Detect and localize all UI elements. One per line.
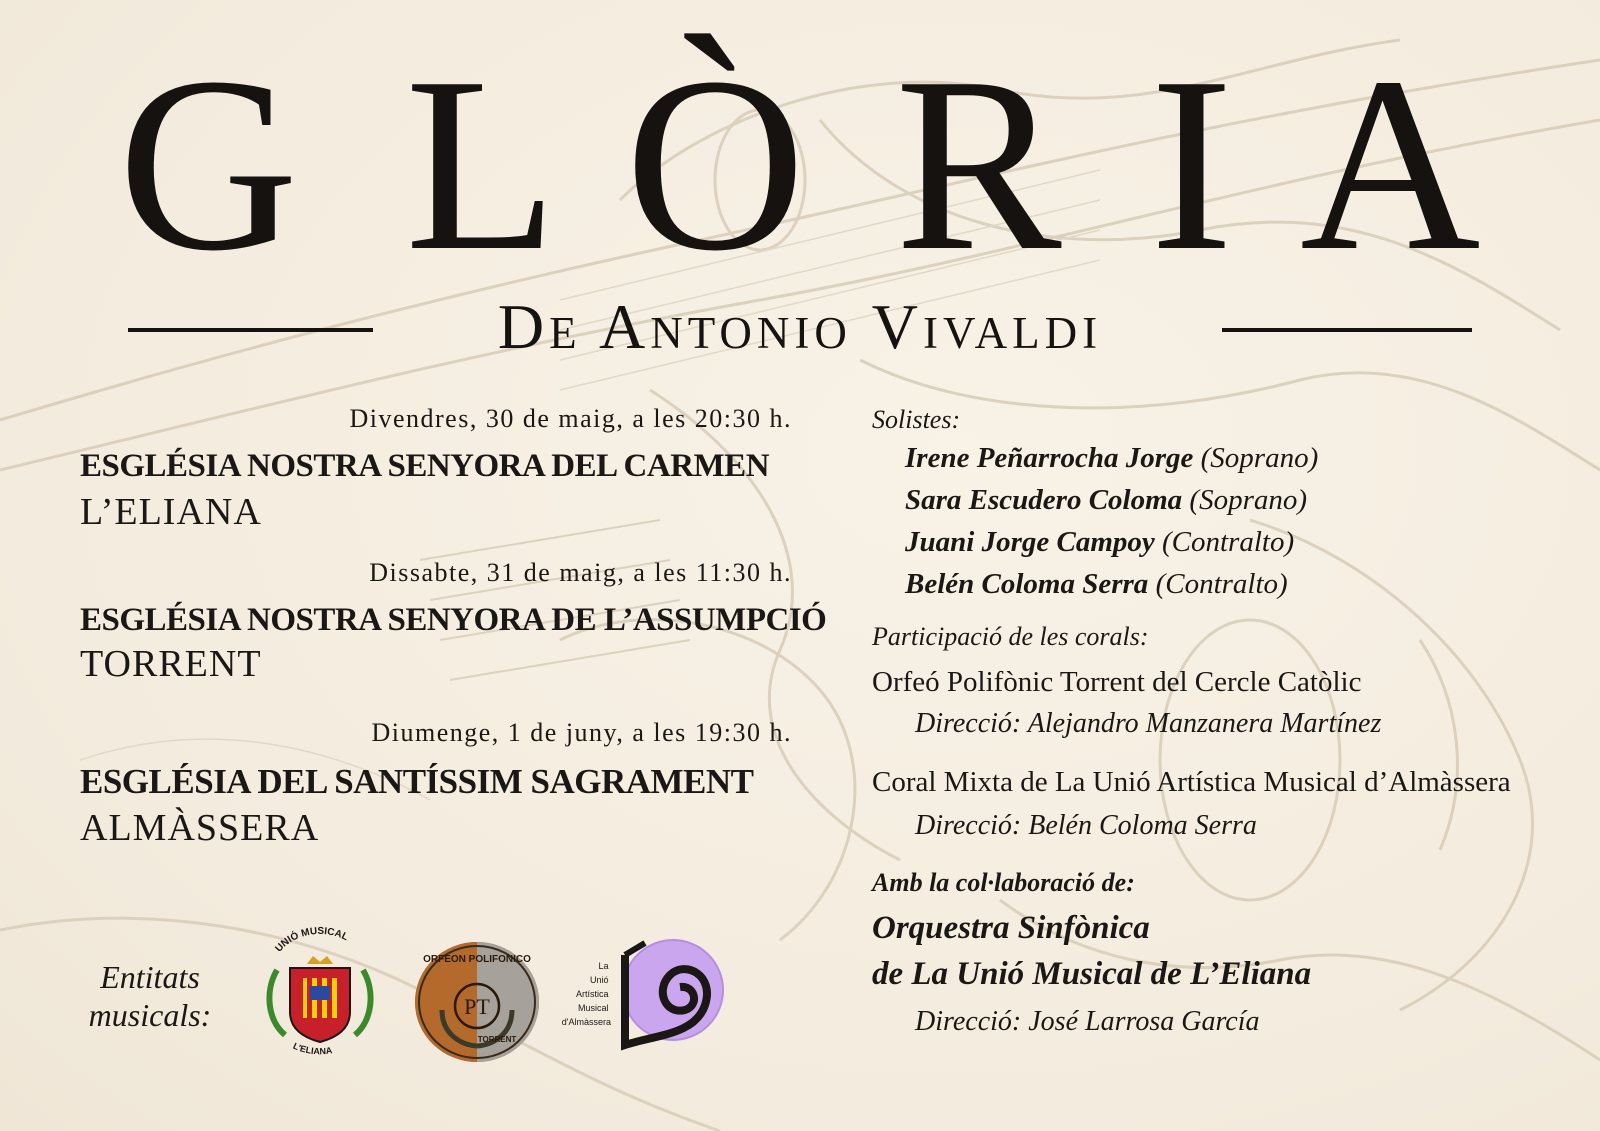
entities-label-line1: Entitats xyxy=(100,959,200,995)
logo3-text-line: Unió xyxy=(589,975,609,985)
concert-town: TORRENT xyxy=(80,643,262,685)
concert-town: ALMÀSSERA xyxy=(80,807,320,849)
concert-date: Diumenge, 1 de juny, a les 19:30 h. xyxy=(371,718,792,747)
entities-label xyxy=(80,958,220,1034)
concert-town: L’ELIANA xyxy=(80,491,262,533)
logo2-monogram: PT xyxy=(464,994,490,1019)
concert-date: Divendres, 30 de maig, a les 20:30 h. xyxy=(349,404,792,433)
soloist-name: Juani Jorge Campoy xyxy=(905,526,1155,558)
soloist-role: (Contralto) xyxy=(1162,526,1295,558)
subtitle-row xyxy=(0,292,1600,362)
choirs-label: Participació de les corals: xyxy=(872,622,1149,651)
left-rule xyxy=(128,328,373,332)
title-letter-g: G xyxy=(118,26,299,303)
soloist-name: Irene Peñarrocha Jorge xyxy=(905,442,1194,474)
soloist-item xyxy=(905,442,1318,475)
choir-name: Orfeó Polifònic Torrent del Cercle Catòlic xyxy=(872,666,1362,698)
soloist-item xyxy=(905,484,1307,517)
concert-church: ESGLÉSIA NOSTRA SENYORA DE L’ASSUMPCIÓ xyxy=(80,602,827,638)
logo1-top-text: UNIÓ MUSICAL xyxy=(273,925,350,955)
soloist-name: Sara Escudero Coloma xyxy=(905,484,1183,516)
logo3-text-line: Musical xyxy=(577,1003,609,1013)
right-rule xyxy=(1222,328,1472,332)
choir-direction: Direcció: Belén Coloma Serra xyxy=(915,810,1257,841)
title-letter-i: I xyxy=(1150,26,1234,303)
unio-musical-eliana-logo xyxy=(255,920,385,1070)
title-letter-o: Ò xyxy=(625,26,806,303)
concert-date: Dissabte, 31 de maig, a les 11:30 h. xyxy=(369,558,792,587)
orfeon-polifonico-torrent-logo xyxy=(412,940,542,1065)
logo3-text-line: Artística xyxy=(575,989,609,999)
svg-text:La Unió Artística xyxy=(562,961,611,1027)
title-letter-r: R xyxy=(895,26,1062,303)
soloists-label: Solistes: xyxy=(872,405,961,434)
soloist-role: (Contralto) xyxy=(1155,568,1288,600)
concert-church: ESGLÉSIA DEL SANTÍSSIM SAGRAMENT xyxy=(80,762,754,801)
orchestra-line2: de La Unió Musical de L’Eliana xyxy=(872,956,1312,992)
svg-text:UNIÓ MUSICAL xyxy=(273,926,349,955)
title-letter-l: L xyxy=(405,26,558,303)
choir-name: Coral Mixta de La Unió Artística Musical d’Almàssera xyxy=(872,766,1511,798)
choir-direction: Direcció: Alejandro Manzanera Martínez xyxy=(915,708,1382,739)
collaboration-label: Amb la col·laboració de: xyxy=(872,868,1135,897)
soloist-role: (Soprano) xyxy=(1200,442,1319,474)
entities-label-line2: musicals: xyxy=(88,997,212,1033)
logo3-text-line: d'Almàssera xyxy=(561,1017,611,1027)
subtitle: De Antonio Vivaldi xyxy=(497,291,1103,362)
soloist-item xyxy=(905,568,1288,601)
unio-artistica-almassera-logo xyxy=(555,935,725,1060)
logo3-text-line: La xyxy=(598,961,609,971)
title xyxy=(0,26,1600,303)
concert-church: ESGLÉSIA NOSTRA SENYORA DEL CARMEN xyxy=(80,448,770,484)
logo2-top-text: ORFEON POLIFONICO xyxy=(423,954,531,965)
orchestra-line1: Orquestra Sinfònica xyxy=(872,910,1150,946)
orchestra-direction: Direcció: José Larrosa García xyxy=(915,1006,1260,1037)
svg-text:L'ELIANA xyxy=(292,1041,334,1057)
logo2-bottom-text: TORRENT xyxy=(477,1035,517,1044)
title-letter-a: A xyxy=(1300,26,1481,303)
soloist-name: Belén Coloma Serra xyxy=(905,568,1149,600)
soloist-item xyxy=(905,526,1294,559)
soloist-role: (Soprano) xyxy=(1189,484,1308,516)
logo1-bottom-text: L'ELIANA xyxy=(291,1040,333,1057)
